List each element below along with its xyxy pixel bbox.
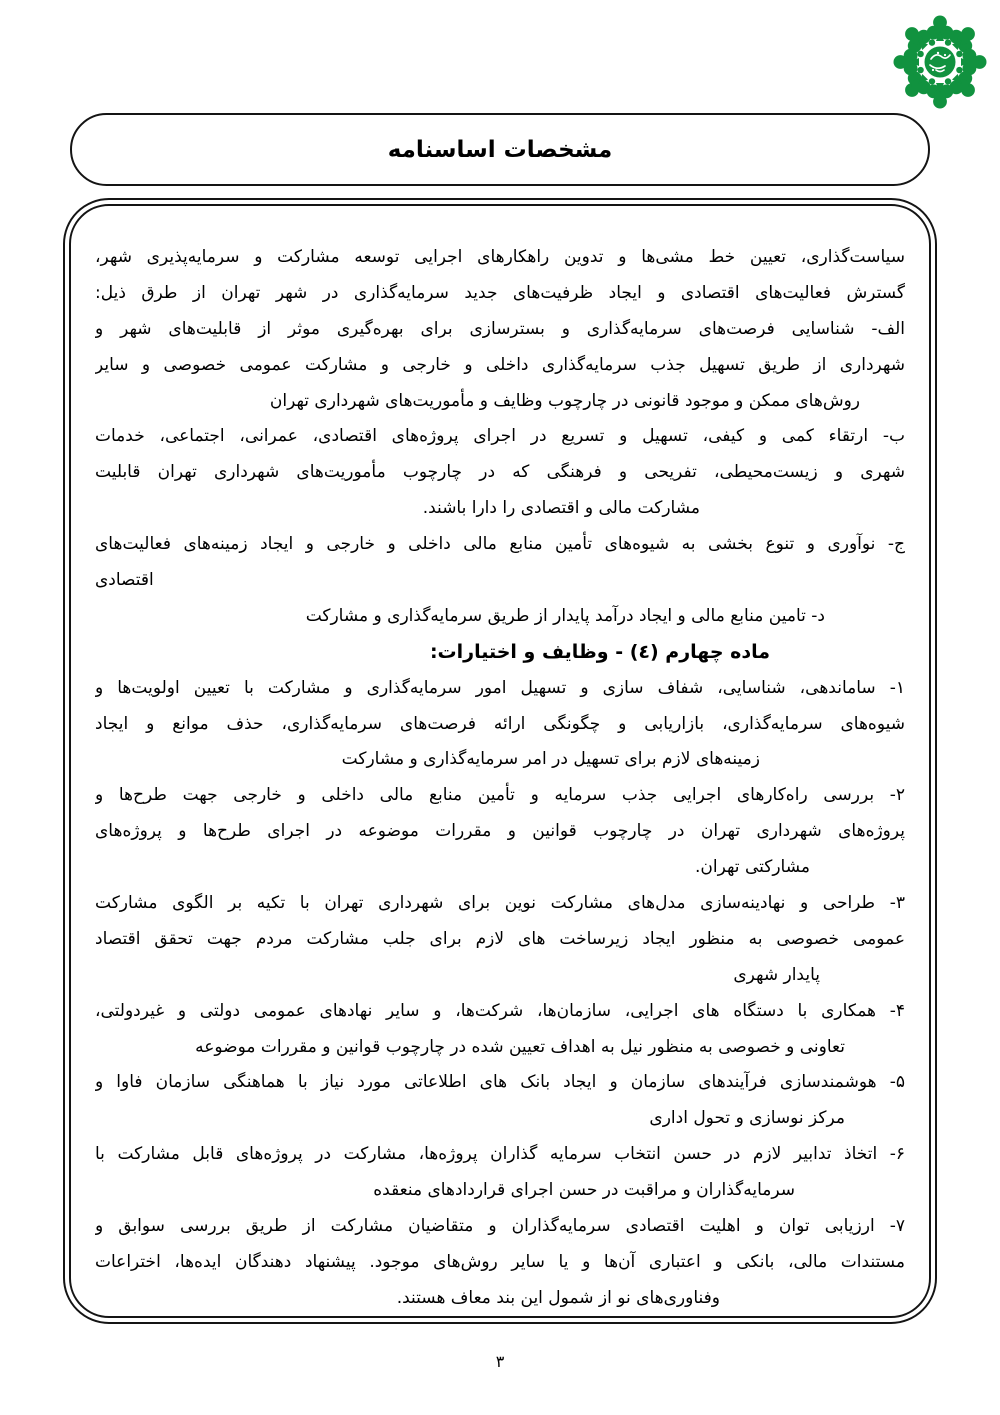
text-line: ۲- بررسی راه‌کارهای اجرایی جذب سرمایه و تأمین منابع مالی داخلی و خارجی جهت طرح‌ها و [95,785,905,806]
document-frame-inner [69,204,931,1318]
text-line: شیوه‌های سرمایه‌گذاری، بازاریابی و چگونگی ارائه فرصت‌های سرمایه‌گذاری، حذف موانع و ایجاد [95,713,905,734]
text-line: اقتصادی [95,570,154,591]
text-line: روش‌های ممکن و موجود قانونی در چارچوب وظایف و مأموریت‌های شهرداری تهران [269,390,860,411]
page-number: ۳ [495,1352,505,1371]
section-heading: ماده چهارم (٤) - وظایف و اختیارات: [429,640,770,663]
content-lines [95,240,905,1317]
text-line: ب- ارتقاء کمی و کیفی، تسهیل و تسریع در اجرای پروژه‌های اقتصادی، عمرانی، اجتماعی، خدمات [95,426,905,447]
text-line: ج- نوآوری و تنوع بخشی به شیوه‌های تأمین منابع مالی داخلی و خارجی و ایجاد زمینه‌های فعالیت‌های [95,534,905,555]
text-line: مرکز نوسازی و تحول اداری [649,1108,845,1129]
text-line: تعاونی و خصوصی به منظور نیل به اهداف تعیین شده در چارچوب قوانین و مقررات موضوعه [195,1036,845,1057]
text-line: گسترش فعالیت‌های اقتصادی و ایجاد ظرفیت‌های جدید سرمایه‌گذاری در شهر تهران از طرق ذیل: [95,282,905,303]
text-line: شهری و زیست‌محیطی، تفریحی و فرهنگی که در چارچوب مأموریت‌های شهرداری تهران قابلیت [95,462,905,483]
text-line: مستندات مالی، بانکی و اعتباری آن‌ها و یا سایر روش‌های موجود. پیشنهاد دهندگان ایده‌ها، اختراعات [95,1251,905,1272]
text-line: ۴- همکاری با دستگاه های اجرایی، سازمان‌ها، شرکت‌ها، و سایر نهادهای عمومی دولتی و غیردولتی، [95,1000,905,1021]
text-line: ۶- اتخاذ تدابیر لازم در حسن انتخاب سرمایه گذاران پروژه‌ها، مشارکت در پروژه‌های قابل مشارکت با [95,1144,905,1165]
text-line: ۷- ارزیابی توان و اهلیت اقتصادی سرمایه‌گذاران و متقاضیان مشارکت از طریق بررسی سوابق و [95,1216,905,1237]
text-line: مشارکت مالی و اقتصادی را دارا باشند. [422,498,700,519]
text-line: مشارکتی تهران. [694,857,810,878]
text-line: ۱- ساماندهی، شناسایی، شفاف سازی و تسهیل امور سرمایه‌گذاری و مشارکت با تعیین اولویت‌ها و [95,677,905,698]
text-line: ۳- طراحی و نهادینه‌سازی مدل‌های مشارکت نوین برای شهرداری تهران با تکیه بر الگوی مشارکت [95,893,905,914]
page-title: مشخصات اساسنامه [387,136,613,163]
text-line: شهرداری از طریق تسهیل جذب سرمایه‌گذاری داخلی و خارجی و مشارکت عمومی خصوصی و سایر [95,354,905,375]
document-frame [63,198,937,1324]
text-line: الف- شناسایی فرصت‌های سرمایه‌گذاری و بسترسازی برای بهره‌گیری موثر از قابلیت‌های شهر و [95,318,905,339]
text-line: ۵- هوشمندسازی فرآیندهای سازمان و ایجاد بانک های اطلاعاتی مورد نیاز با هماهنگی سازمان فاوا و [95,1072,905,1093]
text-line: د- تامین منابع مالی و ایجاد درآمد پایدار از طریق سرمایه‌گذاری و مشارکت [305,605,825,626]
text-line: زمینه‌های لازم برای تسهیل در امر سرمایه‌گذاری و مشارکت [341,749,760,770]
text-line: پروژه‌های شهرداری تهران در چارچوب قوانین و مقررات موضوعه در اجرای طرح‌ها و پروژه‌های [95,821,905,842]
title-box [70,113,930,186]
text-line: وفناوری‌های نو از شمول این بند معاف هستند. [396,1287,720,1308]
text-line: عمومی خصوصی به منظور ایجاد زیرساخت های لازم برای جلب مشارکت مردم جهت تحقق اقتصاد [95,928,905,949]
text-line: پایدار شهری [733,964,820,985]
text-line: سیاست‌گذاری، تعیین خط مشی‌ها و تدوین راهکارهای اجرایی توسعه مشارکت و سرمایه‌پذیری شهر، [95,247,905,267]
tehran-municipality-logo-icon [890,12,990,112]
text-line: سرمایه‌گذاران و مراقبت در حسن اجرای قراردادهای منعقده [373,1180,795,1201]
